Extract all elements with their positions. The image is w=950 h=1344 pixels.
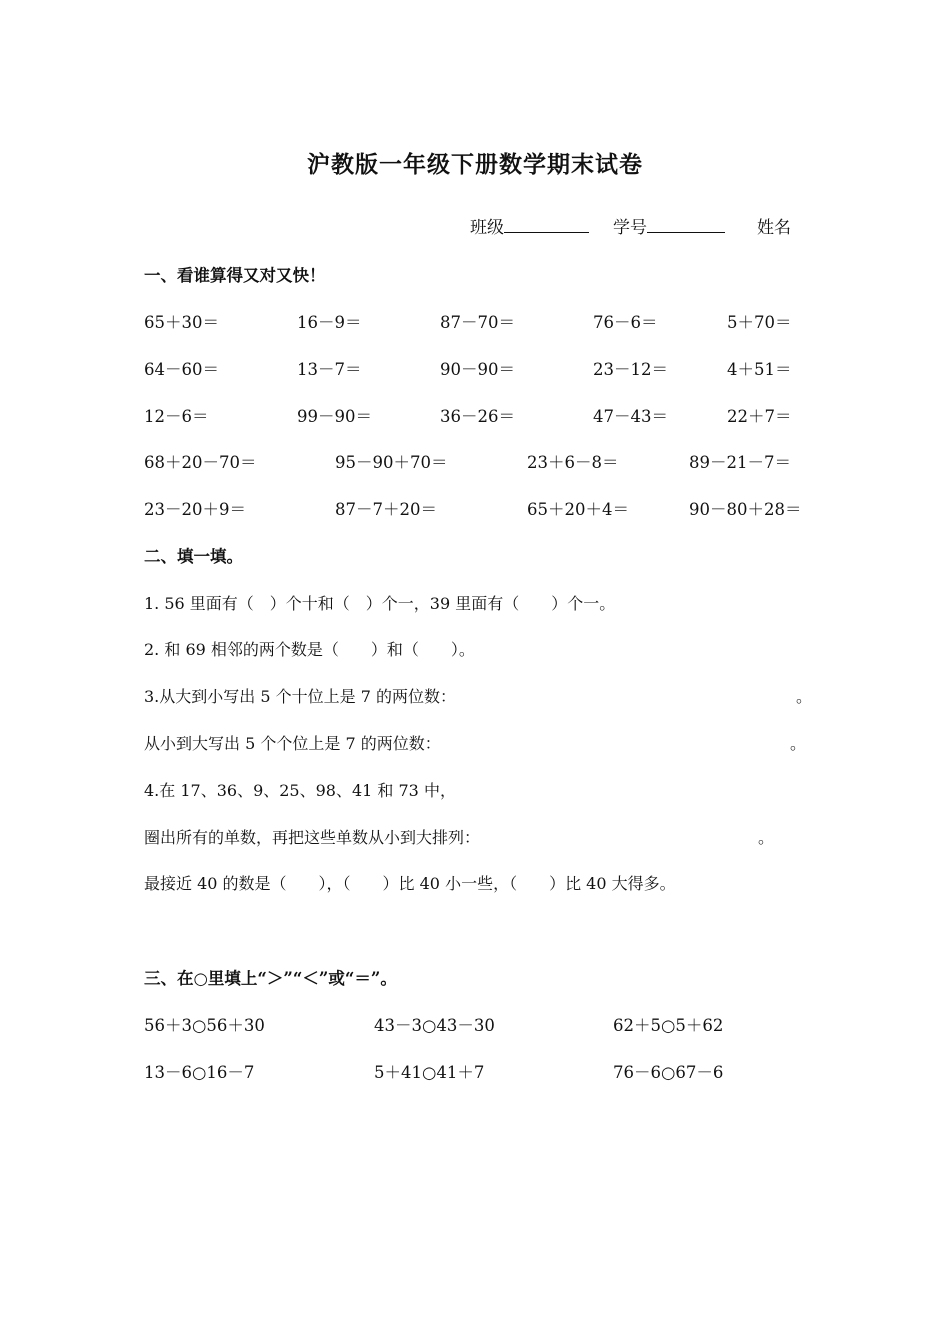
exercise: 13－7＝ bbox=[297, 360, 362, 379]
comparison: 76－6○67－6 bbox=[613, 1063, 724, 1082]
class-field bbox=[470, 213, 589, 238]
comparison: 13－6○16－7 bbox=[144, 1063, 255, 1082]
question-4a: 圈出所有的单数，再把这些单数从小到大排列： bbox=[144, 828, 481, 847]
question-3a-end: 。 bbox=[796, 687, 813, 706]
comparison: 43－3○43－30 bbox=[374, 1016, 495, 1035]
name-field bbox=[757, 213, 791, 238]
question-1: 1. 56 里面有（ ）个十和（ ）个一，39 里面有（ ）个一。 bbox=[144, 594, 616, 613]
question-4b: 最接近 40 的数是（ ），（ ）比 40 小一些，（ ）比 40 大得多。 bbox=[144, 874, 676, 893]
exercise: 23－20＋9＝ bbox=[144, 500, 246, 519]
student-id-label: 学号 bbox=[613, 218, 647, 238]
page-title: 沪教版一年级下册数学期末试卷 bbox=[307, 151, 643, 178]
comparison: 62＋5○5＋62 bbox=[613, 1016, 724, 1035]
exercise: 22＋7＝ bbox=[727, 407, 792, 426]
exercise: 65＋20＋4＝ bbox=[527, 500, 629, 519]
exercise: 12－6＝ bbox=[144, 407, 209, 426]
comparison: 56＋3○56＋30 bbox=[144, 1016, 265, 1035]
exercise: 90－90＝ bbox=[440, 360, 515, 379]
name-label: 姓名 bbox=[757, 218, 791, 238]
exercise: 89－21－7＝ bbox=[689, 453, 791, 472]
comparison: 5＋41○41＋7 bbox=[374, 1063, 485, 1082]
exercise: 68＋20－70＝ bbox=[144, 453, 257, 472]
exercise: 16－9＝ bbox=[297, 313, 362, 332]
exercise: 4＋51＝ bbox=[727, 360, 792, 379]
exercise: 23－12＝ bbox=[593, 360, 668, 379]
exercise: 5＋70＝ bbox=[727, 313, 792, 332]
question-2: 2. 和 69 相邻的两个数是（ ）和（ ）。 bbox=[144, 640, 475, 659]
exercise: 90－80＋28＝ bbox=[689, 500, 802, 519]
question-4a-end: 。 bbox=[758, 828, 775, 847]
class-label: 班级 bbox=[470, 218, 504, 238]
student-id-blank bbox=[647, 214, 725, 233]
class-blank bbox=[504, 214, 589, 233]
question-3b: 从小到大写出 5 个个位上是 7 的两位数： bbox=[144, 734, 441, 753]
exercise: 76－6＝ bbox=[593, 313, 658, 332]
question-3a: 3.从大到小写出 5 个十位上是 7 的两位数： bbox=[144, 687, 456, 706]
exercise: 99－90＝ bbox=[297, 407, 372, 426]
exercise: 65＋30＝ bbox=[144, 313, 219, 332]
student-id-field bbox=[613, 213, 725, 238]
question-3b-end: 。 bbox=[790, 734, 807, 753]
exercise: 47－43＝ bbox=[593, 407, 668, 426]
section3-heading: 三、在○里填上“＞”“＜”或“＝”。 bbox=[144, 969, 397, 988]
section1-heading: 一、看谁算得又对又快！ bbox=[144, 266, 326, 285]
exercise: 87－7＋20＝ bbox=[335, 500, 437, 519]
question-4: 4.在 17、36、9、25、98、41 和 73 中， bbox=[144, 781, 456, 800]
exercise: 95－90＋70＝ bbox=[335, 453, 448, 472]
exercise: 87－70＝ bbox=[440, 313, 515, 332]
exercise: 64－60＝ bbox=[144, 360, 219, 379]
section2-heading: 二、填一填。 bbox=[144, 547, 243, 566]
exercise: 36－26＝ bbox=[440, 407, 515, 426]
exercise: 23＋6－8＝ bbox=[527, 453, 619, 472]
